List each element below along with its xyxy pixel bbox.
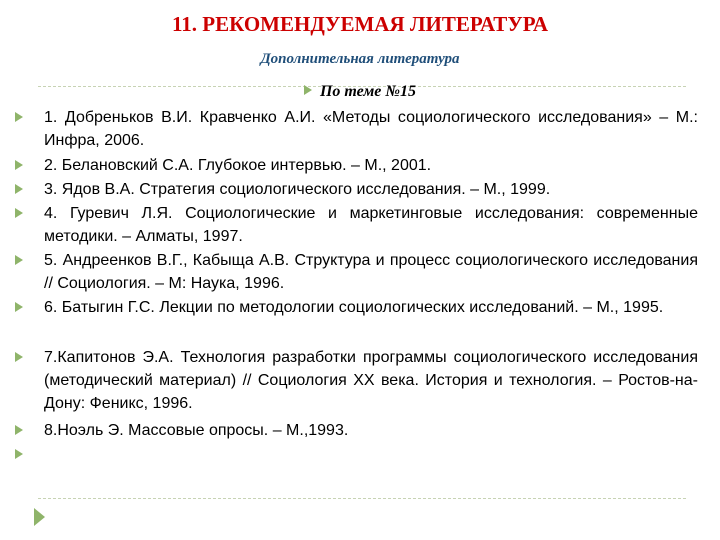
reference-item-8: [44, 419, 698, 442]
triangle-bullet-icon: [15, 112, 23, 122]
reference-text: 8.Ноэль Э. Массовые опросы. – М.,1993.: [44, 422, 349, 439]
reference-item-7: [44, 346, 698, 415]
triangle-bullet-icon: [15, 352, 23, 362]
reference-text: 3. Ядов В.А. Стратегия социологического исследования. – М., 1999.: [44, 181, 551, 198]
triangle-bullet-icon: [304, 85, 312, 95]
reference-item-4: [44, 202, 698, 248]
reference-text: 5. Андреенков В.Г., Кабыща А.В. Структура и процесс социологического исследования // Социология. – М: Наука, 1996.: [44, 252, 698, 292]
section-subtitle: Дополнительная литература: [260, 51, 460, 67]
triangle-bullet-icon: [15, 425, 23, 435]
reference-text: 6. Батыгин Г.С. Лекции по методологии социологических исследований. – М., 1995.: [44, 299, 664, 316]
reference-item-6: [44, 296, 698, 319]
triangle-bullet-icon: [15, 255, 23, 265]
reference-item-3: [44, 178, 698, 201]
reference-text: 4. Гуревич Л.Я. Социологические и маркетинговые исследования: современные методики. – Алматы, 1997.: [44, 205, 698, 245]
reference-item-5: [44, 249, 698, 295]
triangle-bullet-icon: [15, 208, 23, 218]
reference-text: 2. Белановский С.А. Глубокое интервью. – М., 2001.: [44, 157, 432, 174]
reference-text: 7.Капитонов Э.А. Технология разработки программы социологического исследования (методический материал) // Социология XX века. История и технология. – Ростов-на-Дону: Феникс, 1996.: [44, 349, 698, 412]
triangle-bullet-icon: [15, 302, 23, 312]
reference-item-2: [44, 154, 698, 177]
triangle-bullet-icon: [15, 184, 23, 194]
topic-heading: [0, 83, 720, 101]
triangle-bullet-icon: [15, 160, 23, 170]
reference-text: 1. Добреньков В.И. Кравченко А.И. «Методы социологического исследования» – М.: Инфра, 2006.: [44, 109, 698, 149]
reference-item-1: [44, 106, 698, 152]
triangle-bullet-icon: [15, 449, 23, 459]
corner-triangle-icon: [34, 508, 45, 526]
topic-label: По теме №15: [319, 83, 417, 100]
bottom-divider: [38, 498, 686, 499]
page-title: 11. РЕКОМЕНДУЕМАЯ ЛИТЕРАТУРА: [171, 12, 549, 36]
